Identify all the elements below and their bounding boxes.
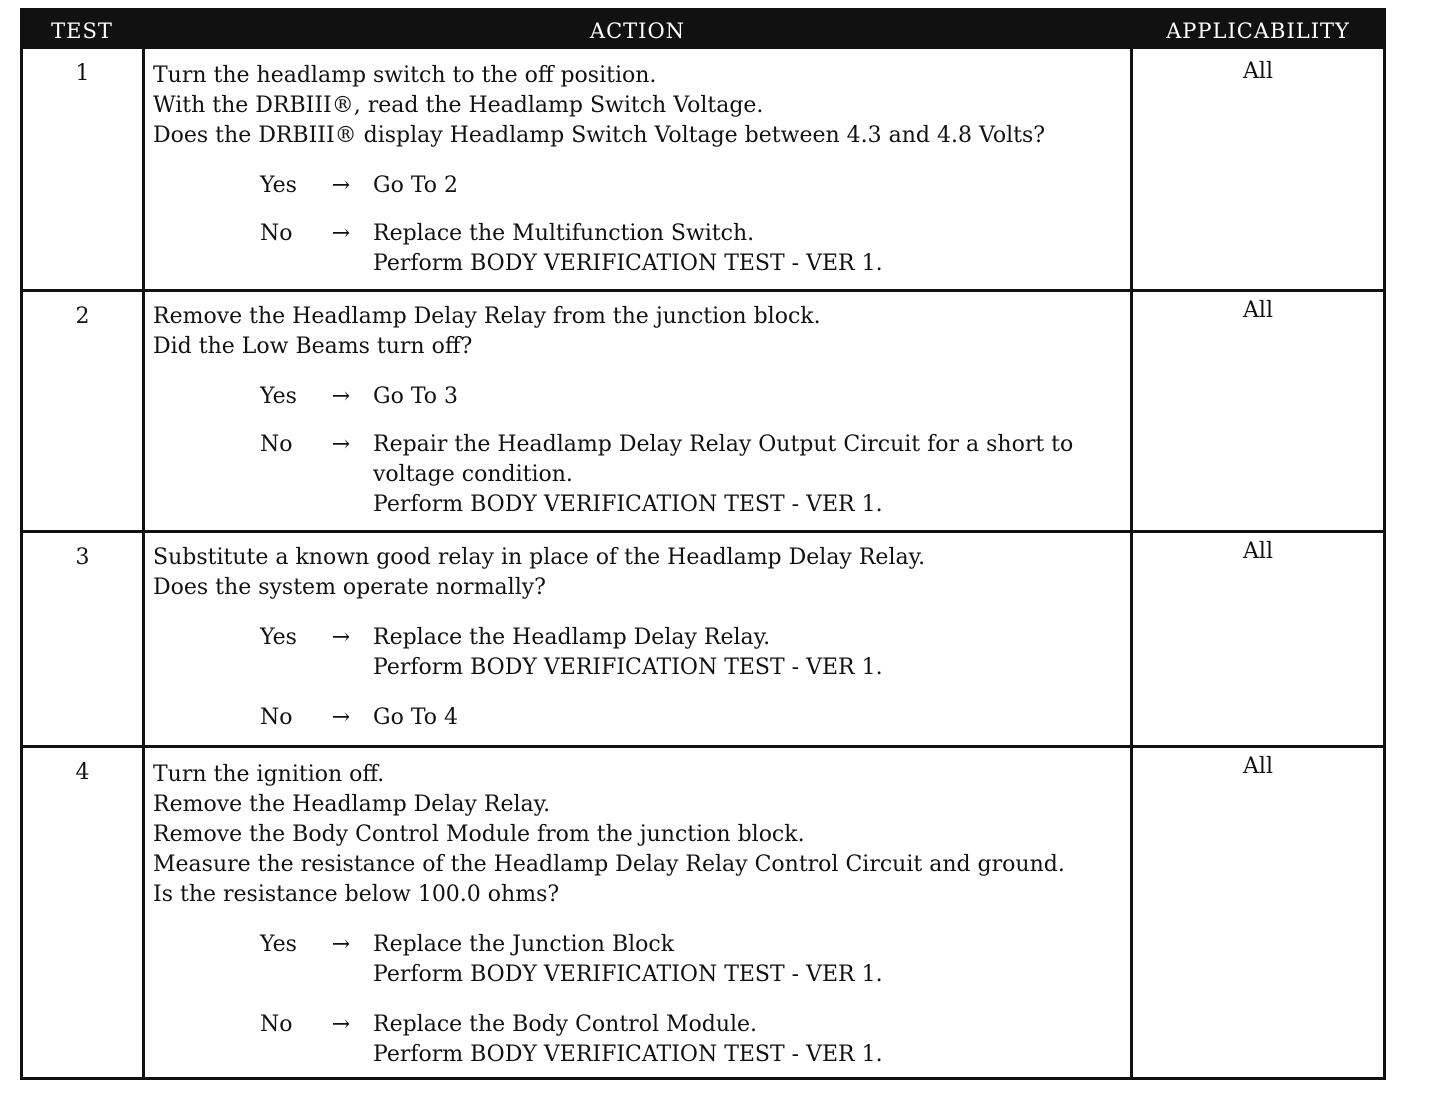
option-no [153,1010,1128,1070]
test-number: 2 [75,304,90,329]
option-line: Perform BODY VERIFICATION TEST - VER 1. [373,492,883,517]
table-row [23,533,1383,745]
table-row [23,292,1383,530]
option-line: Replace the Body Control Module. [373,1012,758,1037]
option-line: Perform BODY VERIFICATION TEST - VER 1. [373,655,883,680]
action-line: Remove the Body Control Module from the junction block. [153,822,805,847]
option-line: voltage condition. [373,462,573,487]
action-line: Remove the Headlamp Delay Relay from the junction block. [153,304,821,329]
applicability-value: All [1243,298,1273,323]
option-label: Yes [260,173,297,198]
table-row [23,49,1383,289]
option-yes [153,930,1128,990]
arrow-icon: → [331,432,351,457]
option-label: Yes [260,384,297,409]
action-line: Remove the Headlamp Delay Relay. [153,792,551,817]
option-yes [153,171,1128,201]
action-line: Does the DRBIII® display Headlamp Switch Voltage between 4.3 and 4.8 Volts? [153,123,1046,148]
option-line: Perform BODY VERIFICATION TEST - VER 1. [373,1042,883,1067]
action-line: Measure the resistance of the Headlamp Delay Relay Control Circuit and ground. [153,852,1065,877]
option-line: Perform BODY VERIFICATION TEST - VER 1. [373,962,883,987]
arrow-icon: → [331,625,351,650]
option-label: No [260,705,293,730]
option-text [373,1010,1128,1070]
option-line: Replace the Junction Block [373,932,675,957]
diagnostic-test-table [20,8,1386,1080]
option-text [373,219,1128,279]
action-line: Substitute a known good relay in place of the Headlamp Delay Relay. [153,545,926,570]
option-label: Yes [260,625,297,650]
option-text [373,382,1128,412]
action-line: Turn the ignition off. [153,762,385,787]
option-line: Repair the Headlamp Delay Relay Output Circuit for a short to [373,432,1074,457]
action-text [153,543,1128,733]
option-text [373,930,1128,990]
arrow-icon: → [331,173,351,198]
option-text [373,430,1128,520]
option-text [373,623,1128,683]
applicability-value: All [1243,539,1273,564]
option-line: Go To 2 [373,173,459,198]
arrow-icon: → [331,221,351,246]
applicability-value: All [1243,754,1273,779]
action-line: Turn the headlamp switch to the off position. [153,63,657,88]
option-label: No [260,432,293,457]
table-row [23,748,1383,1078]
action-text [153,61,1128,279]
applicability-value: All [1243,59,1273,84]
option-no [153,703,1128,733]
option-text [373,171,1128,201]
action-line: Does the system operate normally? [153,575,546,600]
test-number: 1 [75,61,90,86]
option-line: Go To 4 [373,705,459,730]
action-line: Is the resistance below 100.0 ohms? [153,882,560,907]
option-no [153,430,1128,520]
arrow-icon: → [331,1012,351,1037]
arrow-icon: → [331,384,351,409]
test-number: 3 [75,545,90,570]
action-text [153,302,1128,520]
arrow-icon: → [331,932,351,957]
option-yes [153,623,1128,683]
arrow-icon: → [331,705,351,730]
option-text [373,703,1128,733]
header-test: TEST [51,19,113,43]
option-line: Perform BODY VERIFICATION TEST - VER 1. [373,251,883,276]
option-line: Replace the Multifunction Switch. [373,221,755,246]
option-label: Yes [260,932,297,957]
header-applicability: APPLICABILITY [1166,19,1350,43]
option-label: No [260,221,293,246]
table-header [23,11,1383,49]
header-action: ACTION [589,19,686,43]
option-line: Replace the Headlamp Delay Relay. [373,625,771,650]
action-line: Did the Low Beams turn off? [153,334,473,359]
option-yes [153,382,1128,412]
option-line: Go To 3 [373,384,459,409]
action-text [153,760,1128,1070]
test-number: 4 [75,760,90,785]
option-no [153,219,1128,279]
action-line: With the DRBIII®, read the Headlamp Switch Voltage. [153,93,764,118]
option-label: No [260,1012,293,1037]
